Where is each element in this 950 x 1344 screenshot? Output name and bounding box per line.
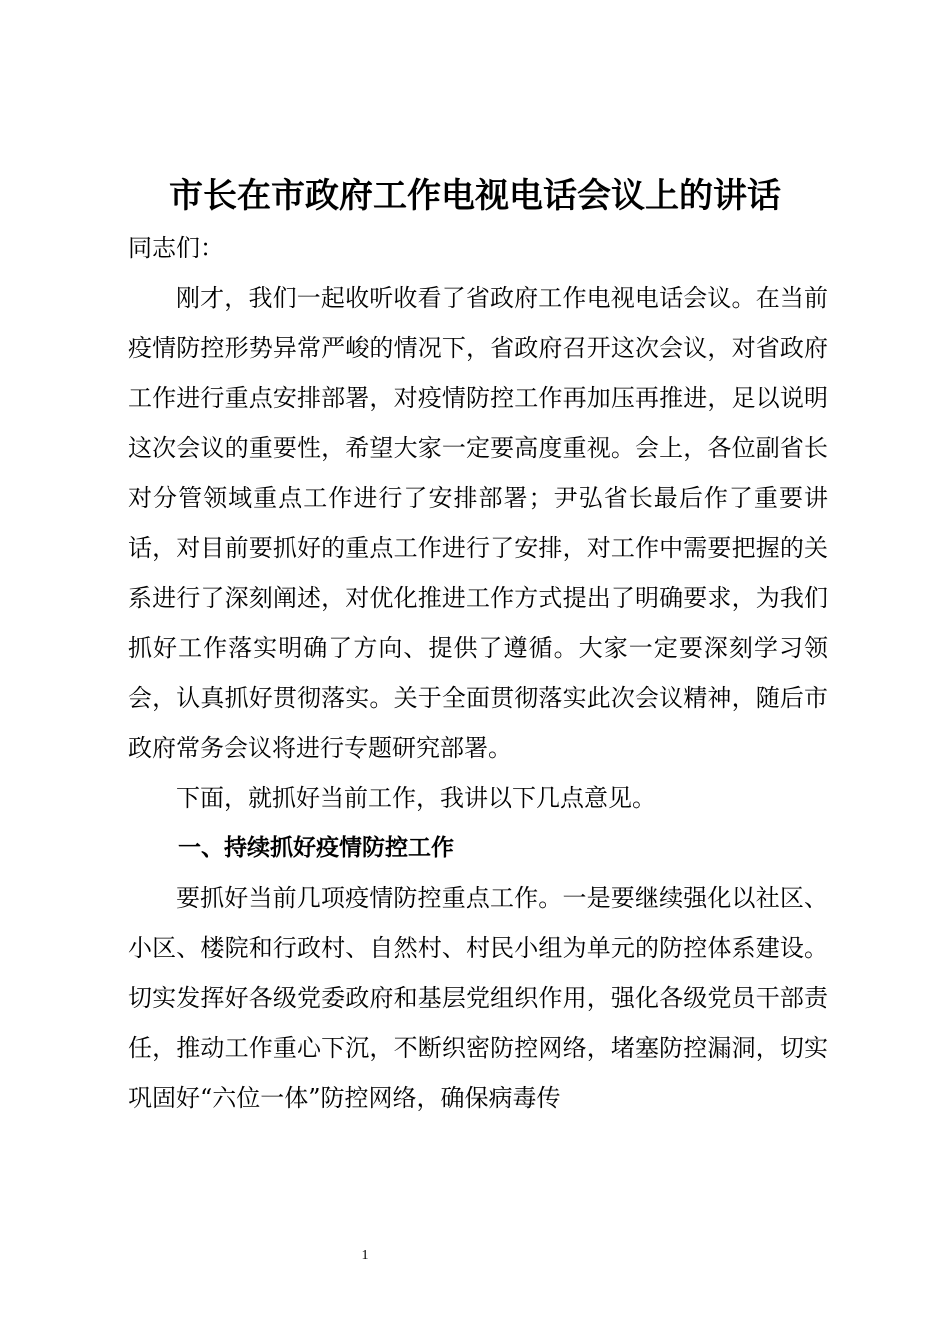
section-paragraph: 要抓好当前几项疫情防控重点工作。一是要继续强化以社区、小区、楼院和行政村、自然村、村民小组为单元的防控体系建设。切实发挥好各级党委政府和基层党组织作用，强化各级党员干部责任，推动工作重心下沉，不断织密防控网络，堵塞防控漏洞，切实巩固好“六位一体”防控网络，确保病毒传 (128, 884, 828, 1112)
intro-paragraph: 刚才，我们一起收听收看了省政府工作电视电话会议。在当前疫情防控形势异常严峻的情况下，省政府召开这次会议，对省政府工作进行重点安排部署，对疫情防控工作再加压再推进，足以说明这次会议的重要性，希望大家一定要高度重视。会上，各位副省长对分管领域重点工作进行了安排部署；尹弘省长最后作了重要讲话，对目前要抓好的重点工作进行了安排，对工作中需要把握的关系进行了深刻阐述，对优化推进工作方式提出了明确要求，为我们抓好工作落实明确了方向、提供了遵循。大家一定要深刻学习领会，认真抓好贯彻落实。关于全面贯彻落实此次会议精神，随后市政府常务会议将进行专题研究部署。 (128, 284, 828, 762)
section-heading: 一、持续抓好疫情防控工作 (178, 835, 454, 861)
transition-paragraph: 下面，就抓好当前工作，我讲以下几点意见。 (176, 784, 656, 812)
page-number: 1 (361, 1248, 369, 1263)
document-body (128, 223, 828, 1123)
document-title: 市长在市政府工作电视电话会议上的讲话 (169, 175, 781, 216)
salutation: 同志们： (128, 234, 224, 262)
